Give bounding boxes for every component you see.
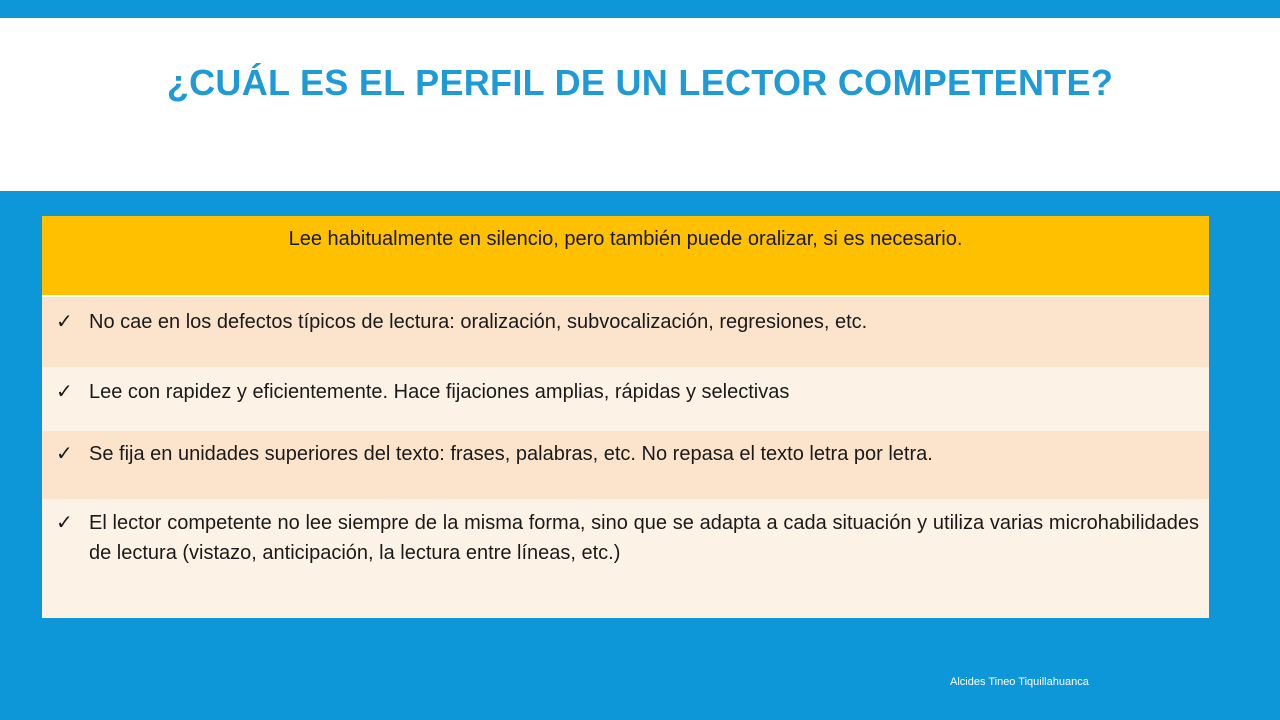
top-accent-band: [0, 0, 1280, 18]
table-row: [42, 367, 1209, 431]
table-row-text: Se fija en unidades superiores del texto: frases, palabras, etc. No repasa el texto letra por letra.: [89, 443, 933, 465]
checkmark-icon: ✓: [56, 512, 73, 534]
profile-table: [42, 216, 1209, 618]
table-row-text: Lee con rapidez y eficientemente. Hace fijaciones amplias, rápidas y selectivas: [89, 381, 790, 403]
slide-title: ¿CUÁL ES EL PERFIL DE UN LECTOR COMPETENTE?: [166, 62, 1114, 103]
table-row: [42, 297, 1209, 367]
checkmark-icon: ✓: [56, 311, 73, 333]
footer-author: Alcides Tineo Tiquillahuanca: [950, 676, 1089, 688]
title-area: [0, 18, 1280, 191]
table-row-text: No cae en los defectos típicos de lectura: oralización, subvocalización, regresiones, etc.: [89, 311, 868, 333]
table-header-row: [42, 216, 1209, 297]
checkmark-icon: ✓: [56, 381, 73, 403]
table-row: [42, 499, 1209, 616]
table-row: [42, 431, 1209, 499]
table-row-text: El lector competente no lee siempre de la misma forma, sino que se adapta a cada situación y utiliza varias microhabilidades de lectura (vistazo, anticipación, la lectura entre líneas, etc.): [89, 512, 1199, 564]
checkmark-icon: ✓: [56, 443, 73, 465]
table-header-text: Lee habitualmente en silencio, pero también puede oralizar, si es necesario.: [288, 228, 963, 250]
